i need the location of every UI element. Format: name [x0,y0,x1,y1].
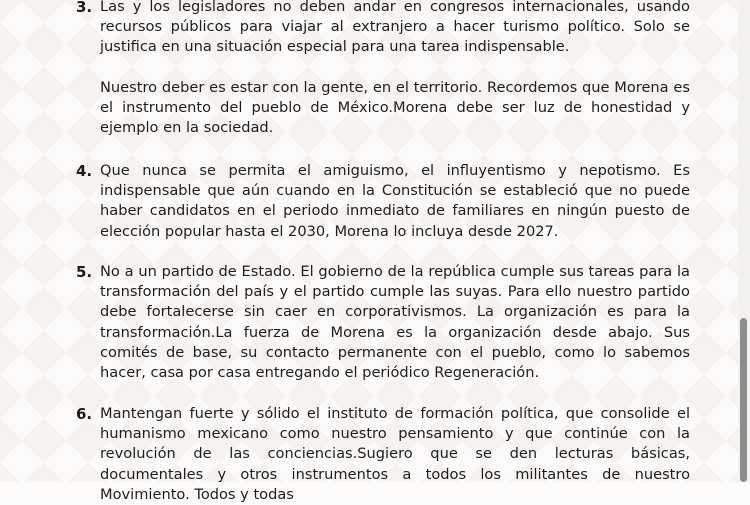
item-paragraph: Las y los legisladores no deben andar en congresos internacionales, usando recursos públicos para viajar al extranjero a hacer turismo político. Solo se justifica en una situación especial para una tarea indispensable. [100,0,690,56]
item-number: 3. [76,0,93,16]
item-number: 4. [76,162,93,180]
scrollbar-thumb[interactable] [740,318,747,482]
item-paragraph: Que nunca se permita el amiguismo, el influyentismo y nepotismo. Es indispensable que aún cuando en la Constitución se estableció que no puede haber candidatos en el periodo inmediato de familiares en ningún puesto de elección popular hasta el 2030, Morena lo incluya desde 2027. [100,162,690,240]
item-paragraph: Nuestro deber es estar con la gente, en el territorio. Recordemos que Morena es el instrumento del pueblo de México.Morena debe ser luz de honestidad y ejemplo en la sociedad. [100,79,690,137]
item-paragraph: Mantengan fuerte y sólido el instituto de formación política, que consolide el humanismo mexicano como nuestro pensamiento y que continúe con la revolución de las conciencias.Sugiero que se den lecturas básicas, documentales y otros instrumentos a todos los militantes de nuestro Movimiento. Todos y todas [100,405,690,503]
item-paragraph: No a un partido de Estado. El gobierno de la república cumple sus tareas para la transformación del país y el partido cumple las suyas. Para ello nuestro partido debe fortalecerse sin caer en corporativismos. La organización es para la transformación.La fuerza de Morena es la organización desde abajo. Sus comités de base, su contacto permanente con el pueblo, como lo sabemos hacer, casa por casa entregando el periódico Regeneración. [100,263,690,382]
item-number: 5. [76,263,93,281]
vertical-scrollbar[interactable] [738,0,750,482]
item-number: 6. [76,405,93,423]
